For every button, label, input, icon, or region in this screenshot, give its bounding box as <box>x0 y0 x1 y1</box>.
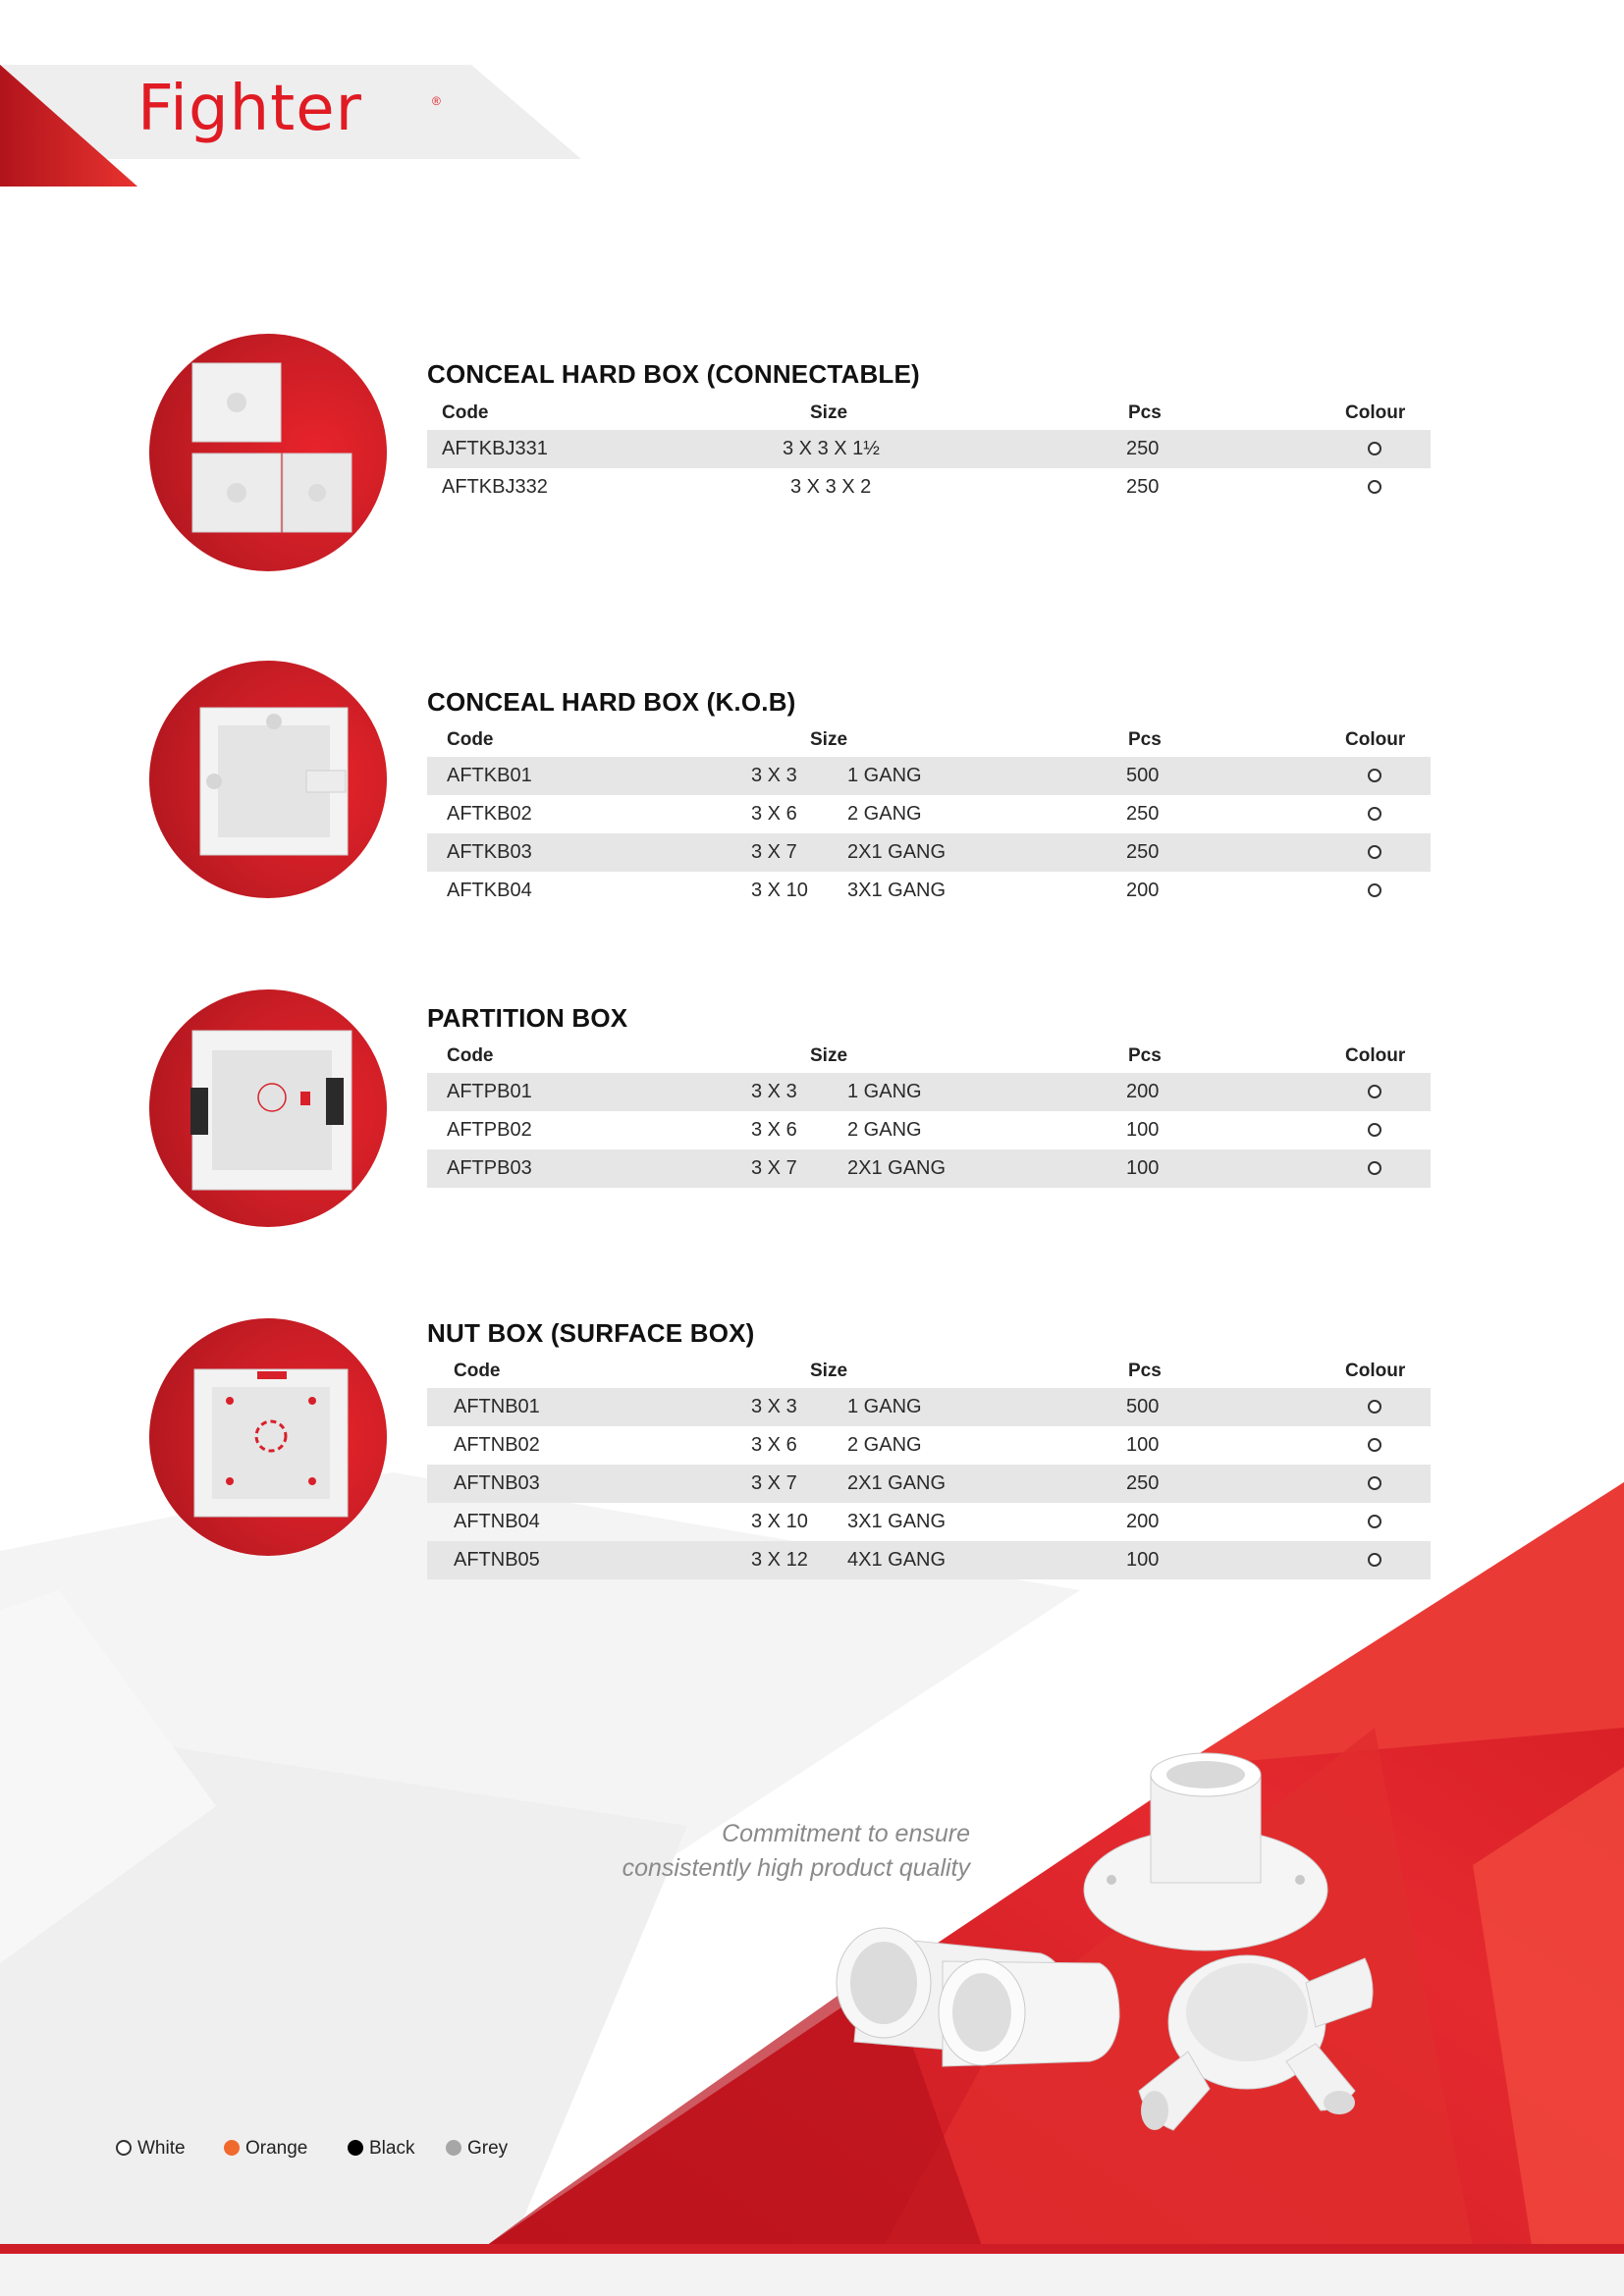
bottom-bar <box>0 2244 1624 2254</box>
header-colour: Colour <box>1345 402 1406 423</box>
tagline-line1: Commitment to ensure <box>722 1820 970 1847</box>
connectable-box-icon <box>149 334 387 571</box>
colour-white-icon <box>1368 845 1381 859</box>
partition-box-icon <box>149 989 387 1227</box>
cell-size: 3 X 3 X 2 <box>790 476 872 498</box>
colour-white-icon <box>1368 1161 1381 1175</box>
table-row <box>427 1111 1431 1149</box>
cell-pcs: 250 <box>1126 803 1160 825</box>
cell-gang: 2 GANG <box>847 803 922 825</box>
header-pcs: Pcs <box>1128 729 1162 750</box>
header-size: Size <box>810 402 848 423</box>
header-pcs: Pcs <box>1128 402 1162 423</box>
cell-gang: 2X1 GANG <box>847 841 947 863</box>
cell-pcs: 100 <box>1126 1549 1160 1571</box>
cell-pcs: 250 <box>1126 476 1160 498</box>
cell-code: AFTPB03 <box>447 1157 532 1179</box>
table-row <box>427 1426 1431 1465</box>
header-code: Code <box>447 1045 494 1066</box>
product-table <box>427 723 1431 910</box>
cell-size: 3 X 3 <box>751 765 797 786</box>
cell-code: AFTKBJ331 <box>442 438 548 459</box>
cell-size: 3 X 3 <box>751 1396 797 1417</box>
cell-gang: 3X1 GANG <box>847 880 947 901</box>
cell-size: 3 X 7 <box>751 1472 797 1494</box>
colour-white-icon <box>1368 442 1381 455</box>
table-row <box>427 430 1431 468</box>
table-row <box>427 1541 1431 1579</box>
header-size: Size <box>810 1045 848 1066</box>
cell-size: 3 X 10 <box>751 1511 808 1532</box>
brand-logo: Fighter <box>137 73 362 145</box>
table-row <box>427 872 1431 910</box>
table-row <box>427 1073 1431 1111</box>
cell-gang: 2X1 GANG <box>847 1157 947 1179</box>
header-code: Code <box>442 402 489 423</box>
header-colour: Colour <box>1345 729 1406 750</box>
cell-pcs: 100 <box>1126 1434 1160 1456</box>
cell-gang: 2 GANG <box>847 1119 922 1141</box>
cell-pcs: 500 <box>1126 1396 1160 1417</box>
table-row <box>427 468 1431 507</box>
section-title: CONCEAL HARD BOX (CONNECTABLE) <box>427 359 920 389</box>
cell-code: AFTNB04 <box>454 1511 540 1532</box>
cell-code: AFTKB01 <box>447 765 532 786</box>
colour-white-icon <box>1368 1438 1381 1452</box>
cell-gang: 2X1 GANG <box>847 1472 947 1494</box>
legend-item-grey <box>446 2138 508 2160</box>
legend-label: Black <box>369 2138 415 2159</box>
kob-box-icon <box>149 661 387 898</box>
cell-size: 3 X 6 <box>751 1119 797 1141</box>
table-header <box>427 723 1431 757</box>
table-row <box>427 1149 1431 1188</box>
colour-white-icon <box>1368 1553 1381 1567</box>
table-row <box>427 833 1431 872</box>
section-title: NUT BOX (SURFACE BOX) <box>427 1318 755 1348</box>
table-row <box>427 757 1431 795</box>
section-title: CONCEAL HARD BOX (K.O.B) <box>427 687 796 717</box>
cell-size: 3 X 7 <box>751 1157 797 1179</box>
legend-label: Orange <box>245 2138 308 2159</box>
colour-white-icon <box>1368 769 1381 782</box>
colour-white-icon <box>1368 1400 1381 1414</box>
grey-dot-icon <box>446 2140 461 2156</box>
header-size: Size <box>810 1361 848 1381</box>
legend-item-black <box>348 2138 414 2160</box>
cell-size: 3 X 10 <box>751 880 808 901</box>
colour-white-icon <box>1368 480 1381 494</box>
colour-white-icon <box>1368 1123 1381 1137</box>
header-pcs: Pcs <box>1128 1045 1162 1066</box>
cell-gang: 4X1 GANG <box>847 1549 947 1571</box>
cell-code: AFTPB01 <box>447 1081 532 1102</box>
legend-item-orange <box>224 2138 307 2160</box>
cell-code: AFTKB02 <box>447 803 532 825</box>
colour-white-icon <box>1368 1476 1381 1490</box>
orange-dot-icon <box>224 2140 240 2156</box>
colour-white-icon <box>1368 883 1381 897</box>
black-dot-icon <box>348 2140 363 2156</box>
registered-mark: ® <box>432 94 441 108</box>
legend-label: White <box>137 2138 186 2159</box>
cell-pcs: 250 <box>1126 841 1160 863</box>
cell-code: AFTKBJ332 <box>442 476 548 498</box>
cell-gang: 1 GANG <box>847 1396 922 1417</box>
cell-pcs: 250 <box>1126 1472 1160 1494</box>
header-pcs: Pcs <box>1128 1361 1162 1381</box>
cell-size: 3 X 12 <box>751 1549 808 1571</box>
cell-pcs: 100 <box>1126 1157 1160 1179</box>
cell-gang: 3X1 GANG <box>847 1511 947 1532</box>
cell-pcs: 500 <box>1126 765 1160 786</box>
cell-size: 3 X 6 <box>751 1434 797 1456</box>
cell-code: AFTNB03 <box>454 1472 540 1494</box>
cell-pcs: 250 <box>1126 438 1160 459</box>
header-code: Code <box>447 729 494 750</box>
colour-white-icon <box>1368 807 1381 821</box>
product-table <box>427 397 1431 507</box>
cell-gang: 2 GANG <box>847 1434 922 1456</box>
cell-code: AFTKB03 <box>447 841 532 863</box>
header-code: Code <box>454 1361 501 1381</box>
cell-code: AFTNB01 <box>454 1396 540 1417</box>
cell-pcs: 200 <box>1126 1081 1160 1102</box>
legend-label: Grey <box>467 2138 509 2159</box>
cell-gang: 1 GANG <box>847 1081 922 1102</box>
table-row <box>427 1503 1431 1541</box>
table-header <box>427 397 1431 430</box>
header-size: Size <box>810 729 848 750</box>
table-row <box>427 1388 1431 1426</box>
table-header <box>427 1040 1431 1073</box>
cell-gang: 1 GANG <box>847 765 922 786</box>
white-dot-icon <box>116 2140 132 2156</box>
cell-size: 3 X 3 <box>751 1081 797 1102</box>
section-title: PARTITION BOX <box>427 1003 628 1033</box>
product-table <box>427 1355 1431 1579</box>
cell-pcs: 100 <box>1126 1119 1160 1141</box>
header-colour: Colour <box>1345 1361 1406 1381</box>
product-table <box>427 1040 1431 1188</box>
cell-size: 3 X 7 <box>751 841 797 863</box>
table-header <box>427 1355 1431 1388</box>
header-colour: Colour <box>1345 1045 1406 1066</box>
cell-code: AFTKB04 <box>447 880 532 901</box>
nut-box-icon <box>149 1318 387 1556</box>
cell-pcs: 200 <box>1126 880 1160 901</box>
cell-size: 3 X 3 X 1½ <box>783 438 880 459</box>
cell-pcs: 200 <box>1126 1511 1160 1532</box>
table-row <box>427 795 1431 833</box>
colour-white-icon <box>1368 1085 1381 1098</box>
cell-code: AFTNB02 <box>454 1434 540 1456</box>
colour-white-icon <box>1368 1515 1381 1528</box>
cell-code: AFTPB02 <box>447 1119 532 1141</box>
legend-item-white <box>116 2138 186 2160</box>
cell-code: AFTNB05 <box>454 1549 540 1571</box>
tagline-line2: consistently high product quality <box>622 1854 970 1882</box>
table-row <box>427 1465 1431 1503</box>
cell-size: 3 X 6 <box>751 803 797 825</box>
tagline <box>623 1817 970 1886</box>
